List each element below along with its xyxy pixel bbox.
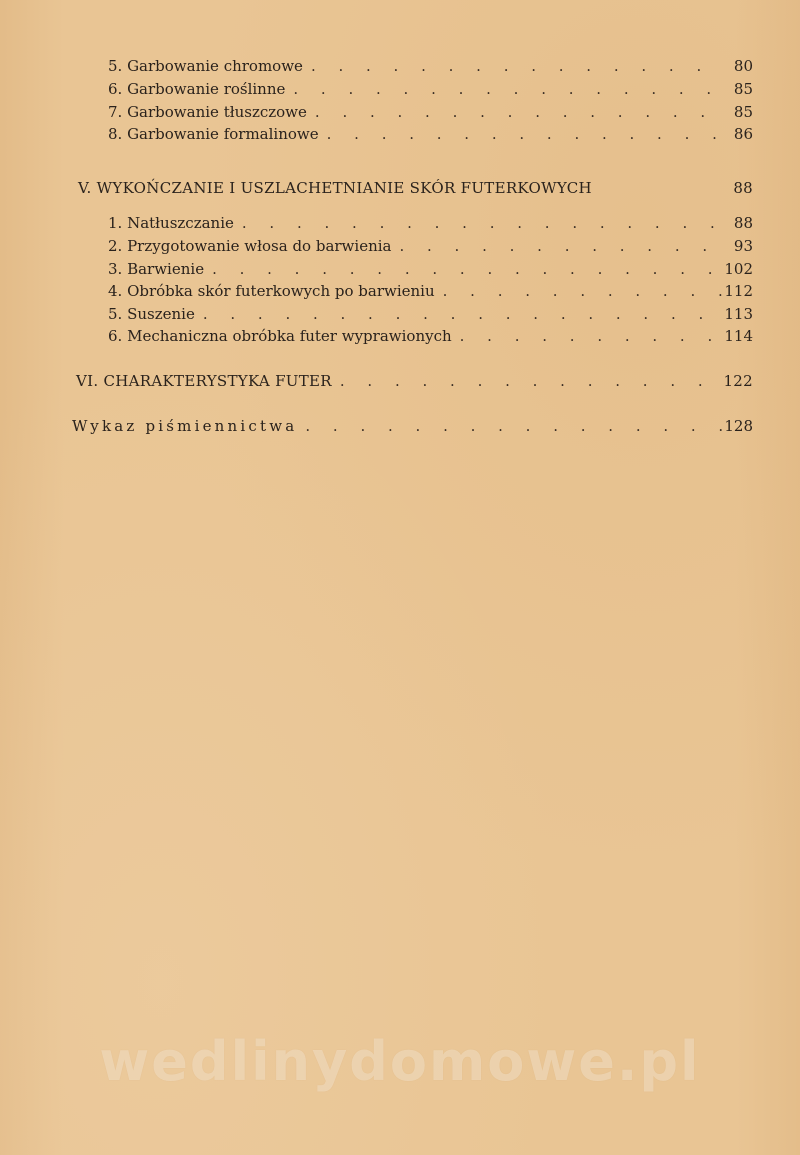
dot-leader: [307, 102, 725, 122]
toc-entry-label: 6. Mechaniczna obróbka futer wyprawionych: [108, 327, 452, 345]
toc-chapter-label: VI. CHARAKTERYSTYKA FUTER: [76, 372, 332, 390]
toc-chapter-label: V. WYKOŃCZANIE I USZLACHETNIANIE SKÓR FUTERKOWYCH: [78, 179, 592, 197]
toc-chapter-vi[interactable]: [76, 371, 753, 391]
dot-leader: [234, 213, 725, 233]
toc-entry-label: 2. Przygotowanie włosa do barwienia: [108, 237, 392, 255]
toc-entry-garbowanie-tluszczowe[interactable]: [108, 102, 753, 122]
toc-entry-mechaniczna-obrobka[interactable]: [108, 326, 753, 346]
toc-entry-label: 5. Garbowanie chromowe: [108, 57, 303, 75]
dot-leader: [319, 124, 725, 144]
toc-entry-page: 93: [733, 237, 753, 255]
toc-entry-page: 86: [733, 125, 753, 143]
dot-leader: [332, 371, 724, 391]
toc-entry-label: 7. Garbowanie tłuszczowe: [108, 103, 307, 121]
dot-leader: [391, 236, 725, 256]
toc-chapter-v[interactable]: [78, 178, 753, 198]
toc-entry-przygotowanie-wlosa[interactable]: [108, 236, 753, 256]
dot-leader: [297, 416, 724, 436]
toc-entry-suszenie[interactable]: [108, 304, 753, 324]
toc-bibliography-label: Wykaz piśmiennictwa: [72, 417, 298, 435]
toc-chapter-page: 122: [723, 372, 753, 390]
toc-entry-garbowanie-formalinowe[interactable]: [108, 124, 753, 144]
toc-entry-label: 8. Garbowanie formalinowe: [108, 125, 319, 143]
toc-entry-label: 1. Natłuszczanie: [108, 214, 234, 232]
toc-entry-barwienie[interactable]: [108, 259, 753, 279]
toc-entry-garbowanie-chromowe[interactable]: [108, 56, 753, 76]
dot-leader: [195, 304, 725, 324]
dot-leader: [303, 56, 725, 76]
toc-entry-obrobka-po-barwieniu[interactable]: [108, 281, 753, 301]
toc-bibliography[interactable]: [72, 416, 753, 436]
toc-entry-label: 5. Suszenie: [108, 305, 195, 323]
toc-entry-label: 4. Obróbka skór futerkowych po barwieniu: [108, 282, 435, 300]
toc-entry-page: 112: [724, 282, 753, 300]
dot-leader: [204, 259, 724, 279]
toc-entry-garbowanie-roslinne[interactable]: [108, 79, 753, 99]
toc-entry-page: 114: [724, 327, 753, 345]
toc-entry-natluszczanie[interactable]: [108, 213, 753, 233]
toc-entry-page: 102: [724, 260, 753, 278]
toc-entry-page: 88: [733, 214, 753, 232]
toc-bibliography-page: 128: [724, 417, 753, 435]
watermark-text: wedlinydomowe.pl: [99, 1030, 701, 1093]
toc-entry-page: 85: [733, 103, 753, 121]
toc-entry-label: 3. Barwienie: [108, 260, 205, 278]
dot-leader: [435, 281, 725, 301]
toc-entry-page: 85: [733, 80, 753, 98]
dot-leader: [285, 79, 725, 99]
toc-entry-label: 6. Garbowanie roślinne: [108, 80, 286, 98]
toc-chapter-page: 88: [733, 179, 753, 197]
toc-entry-page: 113: [724, 305, 753, 323]
toc-entry-page: 80: [733, 57, 753, 75]
dot-leader: [452, 326, 725, 346]
